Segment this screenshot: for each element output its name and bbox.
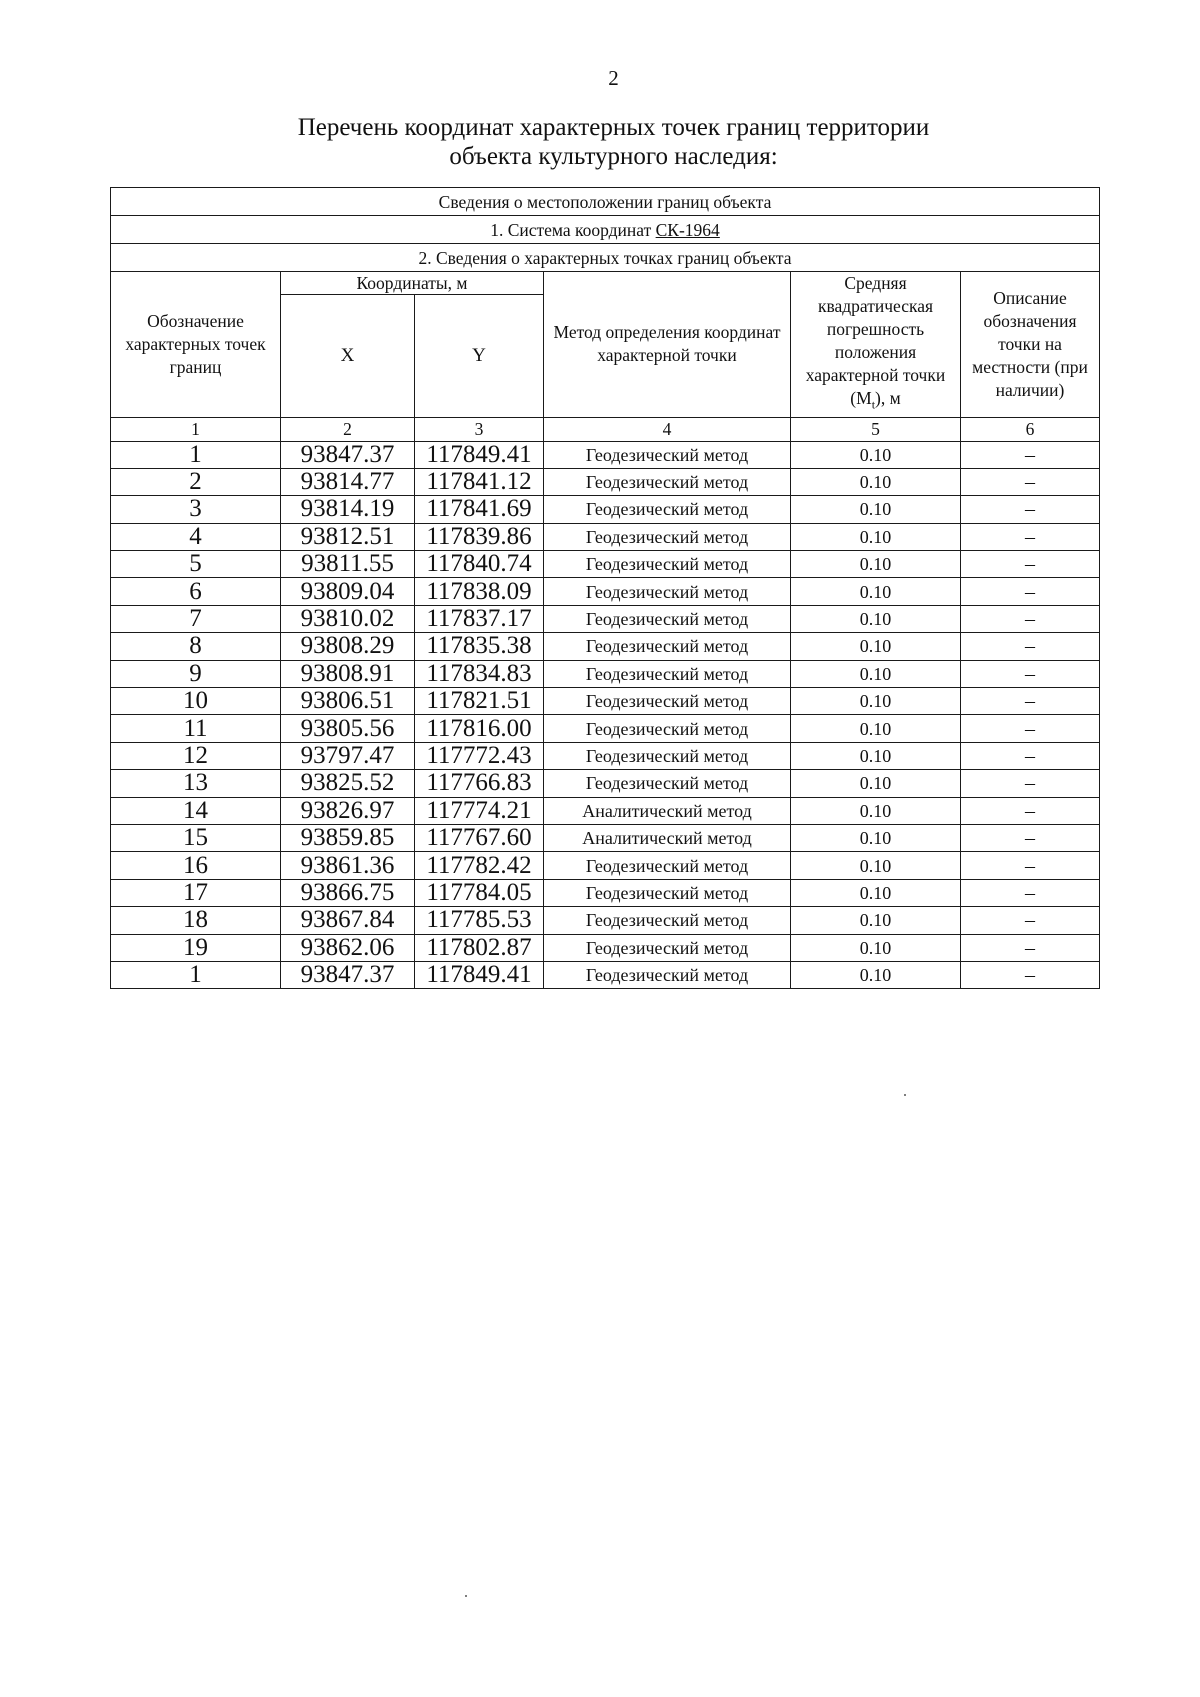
cell-method: Аналитический метод	[544, 824, 791, 851]
cell-error: 0.10	[791, 578, 961, 605]
cell-error: 0.10	[791, 441, 961, 468]
coordinate-system-name: СК-1964	[655, 219, 720, 240]
cell-y: 117782.42	[415, 852, 544, 879]
col-header-point-id: Обозначение характерных точек границ	[111, 272, 281, 418]
cell-method: Геодезический метод	[544, 688, 791, 715]
cell-error: 0.10	[791, 934, 961, 961]
column-number: 1	[111, 417, 281, 441]
cell-x: 93847.37	[281, 961, 415, 988]
table-row	[111, 441, 1100, 468]
cell-point-id: 11	[111, 715, 281, 742]
points-header: 2. Сведения о характерных точках границ объекта	[111, 244, 1100, 272]
cell-description: –	[961, 852, 1100, 879]
cell-method: Геодезический метод	[544, 934, 791, 961]
cell-point-id: 16	[111, 852, 281, 879]
error-header-main: Средняя квадратическая погрешность положения характерной точки (M	[805, 273, 946, 408]
cell-y: 117816.00	[415, 715, 544, 742]
cell-x: 93826.97	[281, 797, 415, 824]
cell-x: 93861.36	[281, 852, 415, 879]
cell-method: Геодезический метод	[544, 770, 791, 797]
table-row	[111, 934, 1100, 961]
cell-method: Геодезический метод	[544, 605, 791, 632]
cell-point-id: 1	[111, 961, 281, 988]
cell-y: 117849.41	[415, 441, 544, 468]
cell-x: 93808.29	[281, 633, 415, 660]
cell-error: 0.10	[791, 879, 961, 906]
cell-y: 117841.69	[415, 496, 544, 523]
table-row	[111, 605, 1100, 632]
cell-method: Аналитический метод	[544, 797, 791, 824]
cell-method: Геодезический метод	[544, 742, 791, 769]
cell-point-id: 19	[111, 934, 281, 961]
cell-description: –	[961, 688, 1100, 715]
table-row	[111, 824, 1100, 851]
cell-description: –	[961, 770, 1100, 797]
cell-x: 93847.37	[281, 441, 415, 468]
cell-point-id: 4	[111, 523, 281, 550]
table-row	[111, 633, 1100, 660]
cell-error: 0.10	[791, 715, 961, 742]
cell-method: Геодезический метод	[544, 551, 791, 578]
cell-description: –	[961, 605, 1100, 632]
cell-description: –	[961, 633, 1100, 660]
cell-point-id: 10	[111, 688, 281, 715]
cell-description: –	[961, 468, 1100, 495]
cell-method: Геодезический метод	[544, 879, 791, 906]
cell-y: 117835.38	[415, 633, 544, 660]
cell-description: –	[961, 742, 1100, 769]
cell-point-id: 6	[111, 578, 281, 605]
error-header-tail: ), м	[875, 388, 901, 408]
cell-x: 93825.52	[281, 770, 415, 797]
cell-x: 93814.77	[281, 468, 415, 495]
cell-point-id: 8	[111, 633, 281, 660]
cell-point-id: 3	[111, 496, 281, 523]
cell-method: Геодезический метод	[544, 660, 791, 687]
column-number: 2	[281, 417, 415, 441]
cell-method: Геодезический метод	[544, 578, 791, 605]
cell-method: Геодезический метод	[544, 441, 791, 468]
cell-description: –	[961, 961, 1100, 988]
cell-description: –	[961, 934, 1100, 961]
coordinate-system-prefix: 1. Система координат	[490, 219, 656, 240]
cell-point-id: 15	[111, 824, 281, 851]
column-number: 3	[415, 417, 544, 441]
cell-error: 0.10	[791, 797, 961, 824]
column-number: 4	[544, 417, 791, 441]
cell-y: 117785.53	[415, 907, 544, 934]
cell-description: –	[961, 660, 1100, 687]
cell-point-id: 7	[111, 605, 281, 632]
cell-x: 93810.02	[281, 605, 415, 632]
cell-y: 117834.83	[415, 660, 544, 687]
cell-y: 117802.87	[415, 934, 544, 961]
cell-y: 117849.41	[415, 961, 544, 988]
cell-y: 117837.17	[415, 605, 544, 632]
cell-error: 0.10	[791, 688, 961, 715]
cell-method: Геодезический метод	[544, 496, 791, 523]
cell-point-id: 17	[111, 879, 281, 906]
cell-point-id: 1	[111, 441, 281, 468]
cell-error: 0.10	[791, 633, 961, 660]
cell-error: 0.10	[791, 742, 961, 769]
cell-error: 0.10	[791, 770, 961, 797]
table-row	[111, 797, 1100, 824]
cell-description: –	[961, 879, 1100, 906]
cell-error: 0.10	[791, 523, 961, 550]
cell-y: 117821.51	[415, 688, 544, 715]
cell-point-id: 12	[111, 742, 281, 769]
cell-point-id: 18	[111, 907, 281, 934]
table-row	[111, 660, 1100, 687]
scan-speck	[904, 1094, 906, 1096]
cell-description: –	[961, 797, 1100, 824]
cell-y: 117839.86	[415, 523, 544, 550]
cell-error: 0.10	[791, 961, 961, 988]
cell-description: –	[961, 578, 1100, 605]
col-header-y: Y	[415, 295, 544, 417]
table-row	[111, 523, 1100, 550]
cell-y: 117774.21	[415, 797, 544, 824]
cell-point-id: 2	[111, 468, 281, 495]
cell-y: 117772.43	[415, 742, 544, 769]
cell-error: 0.10	[791, 468, 961, 495]
cell-x: 93812.51	[281, 523, 415, 550]
cell-error: 0.10	[791, 852, 961, 879]
cell-x: 93808.91	[281, 660, 415, 687]
cell-error: 0.10	[791, 605, 961, 632]
cell-point-id: 14	[111, 797, 281, 824]
cell-y: 117766.83	[415, 770, 544, 797]
col-header-description: Описание обозначения точки на местности (при наличии)	[961, 272, 1100, 418]
error-header-sub: t	[871, 397, 876, 412]
cell-description: –	[961, 441, 1100, 468]
cell-x: 93814.19	[281, 496, 415, 523]
title-line-2: объекта культурного наследия:	[449, 143, 778, 170]
cell-point-id: 13	[111, 770, 281, 797]
coordinates-table	[110, 187, 1100, 989]
cell-x: 93862.06	[281, 934, 415, 961]
cell-description: –	[961, 907, 1100, 934]
cell-method: Геодезический метод	[544, 907, 791, 934]
table-row	[111, 907, 1100, 934]
cell-x: 93859.85	[281, 824, 415, 851]
table-row	[111, 715, 1100, 742]
cell-description: –	[961, 496, 1100, 523]
cell-method: Геодезический метод	[544, 633, 791, 660]
cell-description: –	[961, 824, 1100, 851]
cell-error: 0.10	[791, 496, 961, 523]
table-row	[111, 496, 1100, 523]
table-row	[111, 742, 1100, 769]
coordinate-system-row	[111, 216, 1100, 244]
col-header-coordinates: Координаты, м	[281, 272, 544, 295]
table-row	[111, 852, 1100, 879]
cell-error: 0.10	[791, 824, 961, 851]
col-header-x: X	[281, 295, 415, 417]
cell-x: 93811.55	[281, 551, 415, 578]
cell-x: 93866.75	[281, 879, 415, 906]
cell-error: 0.10	[791, 551, 961, 578]
column-number: 5	[791, 417, 961, 441]
cell-y: 117838.09	[415, 578, 544, 605]
col-header-method: Метод определения координат характерной точки	[544, 272, 791, 418]
col-header-error	[791, 272, 961, 418]
cell-x: 93797.47	[281, 742, 415, 769]
table-row	[111, 879, 1100, 906]
cell-y: 117841.12	[415, 468, 544, 495]
cell-error: 0.10	[791, 907, 961, 934]
cell-method: Геодезический метод	[544, 961, 791, 988]
cell-point-id: 5	[111, 551, 281, 578]
section-header: Сведения о местоположении границ объекта	[111, 188, 1100, 216]
scan-speck	[465, 1595, 467, 1597]
title-line-1: Перечень координат характерных точек границ территории	[297, 114, 930, 141]
table-row	[111, 961, 1100, 988]
cell-method: Геодезический метод	[544, 523, 791, 550]
cell-x: 93867.84	[281, 907, 415, 934]
cell-point-id: 9	[111, 660, 281, 687]
cell-description: –	[961, 523, 1100, 550]
table-row	[111, 551, 1100, 578]
cell-error: 0.10	[791, 660, 961, 687]
cell-method: Геодезический метод	[544, 715, 791, 742]
page-number: 2	[608, 66, 619, 90]
cell-method: Геодезический метод	[544, 852, 791, 879]
table-row	[111, 468, 1100, 495]
table-row	[111, 770, 1100, 797]
cell-x: 93806.51	[281, 688, 415, 715]
cell-y: 117840.74	[415, 551, 544, 578]
column-number: 6	[961, 417, 1100, 441]
table-row	[111, 688, 1100, 715]
document-title	[0, 113, 1200, 171]
cell-x: 93809.04	[281, 578, 415, 605]
cell-description: –	[961, 551, 1100, 578]
cell-method: Геодезический метод	[544, 468, 791, 495]
cell-x: 93805.56	[281, 715, 415, 742]
cell-y: 117784.05	[415, 879, 544, 906]
table-row	[111, 578, 1100, 605]
cell-y: 117767.60	[415, 824, 544, 851]
cell-description: –	[961, 715, 1100, 742]
